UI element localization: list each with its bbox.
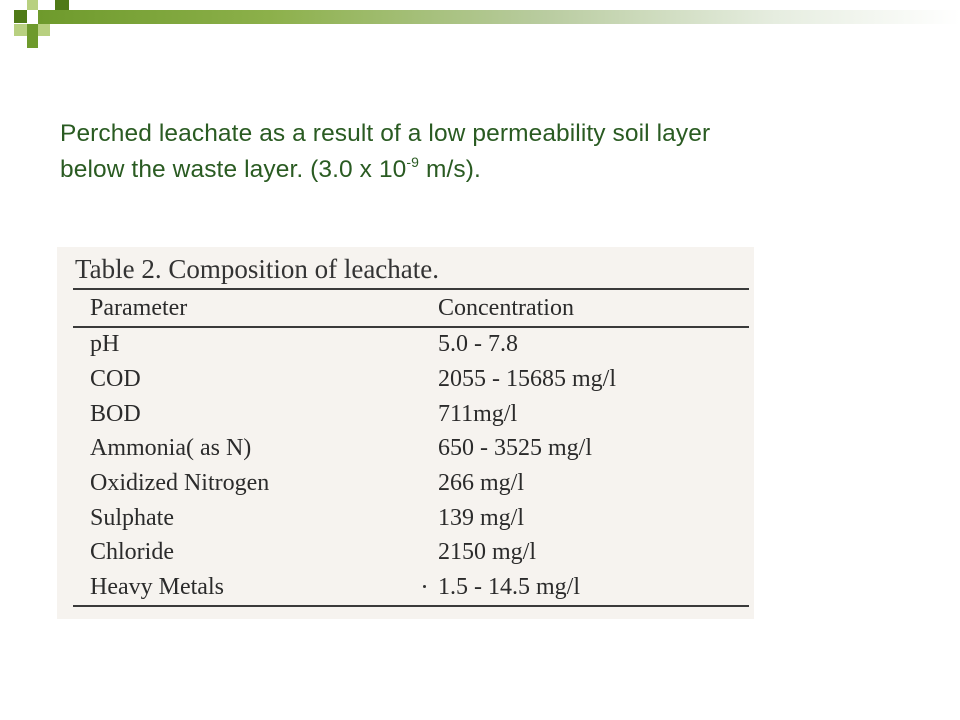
table-row bbox=[57, 327, 754, 361]
row-concentration: 266 mg/l bbox=[438, 470, 525, 496]
table-caption: Table 2. Composition of leachate. bbox=[75, 254, 440, 284]
row-parameter: Oxidized Nitrogen bbox=[90, 470, 270, 496]
leachate-table-scan bbox=[57, 247, 754, 619]
header-gradient-bar bbox=[38, 10, 960, 24]
table-bottom-rule bbox=[73, 605, 749, 607]
row-concentration: 711mg/l bbox=[438, 401, 518, 427]
decor-square bbox=[27, 0, 38, 10]
scan-speck bbox=[423, 585, 426, 588]
decor-square bbox=[27, 36, 38, 48]
column-header-parameter: Parameter bbox=[90, 295, 188, 321]
heading-line-2-prefix: below the waste layer. (3.0 x 10 bbox=[60, 156, 407, 183]
row-concentration: 2055 - 15685 mg/l bbox=[438, 366, 616, 392]
slide-heading bbox=[60, 116, 920, 188]
row-parameter: Chloride bbox=[90, 539, 174, 565]
heading-line-1: Perched leachate as a result of a low permeability soil layer bbox=[60, 120, 711, 147]
decor-square bbox=[14, 10, 27, 23]
row-parameter: Heavy Metals bbox=[90, 574, 224, 600]
row-parameter: BOD bbox=[90, 401, 141, 427]
table-header-row bbox=[57, 290, 754, 326]
table-row bbox=[57, 431, 754, 465]
table-row bbox=[57, 466, 754, 500]
table-row bbox=[57, 362, 754, 396]
row-concentration: 1.5 - 14.5 mg/l bbox=[438, 574, 580, 600]
row-parameter: COD bbox=[90, 366, 141, 392]
row-parameter: Ammonia( as N) bbox=[90, 435, 252, 461]
table-row bbox=[57, 570, 754, 604]
heading-exponent: -9 bbox=[406, 154, 420, 170]
row-concentration: 139 mg/l bbox=[438, 505, 525, 531]
heading-line-2-suffix: m/s). bbox=[419, 156, 481, 183]
table-row bbox=[57, 535, 754, 569]
decor-square bbox=[55, 0, 69, 10]
row-parameter: Sulphate bbox=[90, 505, 174, 531]
row-concentration: 5.0 - 7.8 bbox=[438, 331, 518, 357]
table-row bbox=[57, 501, 754, 535]
heading-line-2 bbox=[60, 152, 920, 188]
column-header-concentration: Concentration bbox=[438, 295, 574, 321]
row-concentration: 650 - 3525 mg/l bbox=[438, 435, 592, 461]
decor-square bbox=[27, 24, 38, 36]
decor-square bbox=[14, 24, 27, 36]
decor-square bbox=[38, 24, 50, 36]
row-concentration: 2150 mg/l bbox=[438, 539, 537, 565]
row-parameter: pH bbox=[90, 331, 120, 357]
table-row bbox=[57, 397, 754, 431]
